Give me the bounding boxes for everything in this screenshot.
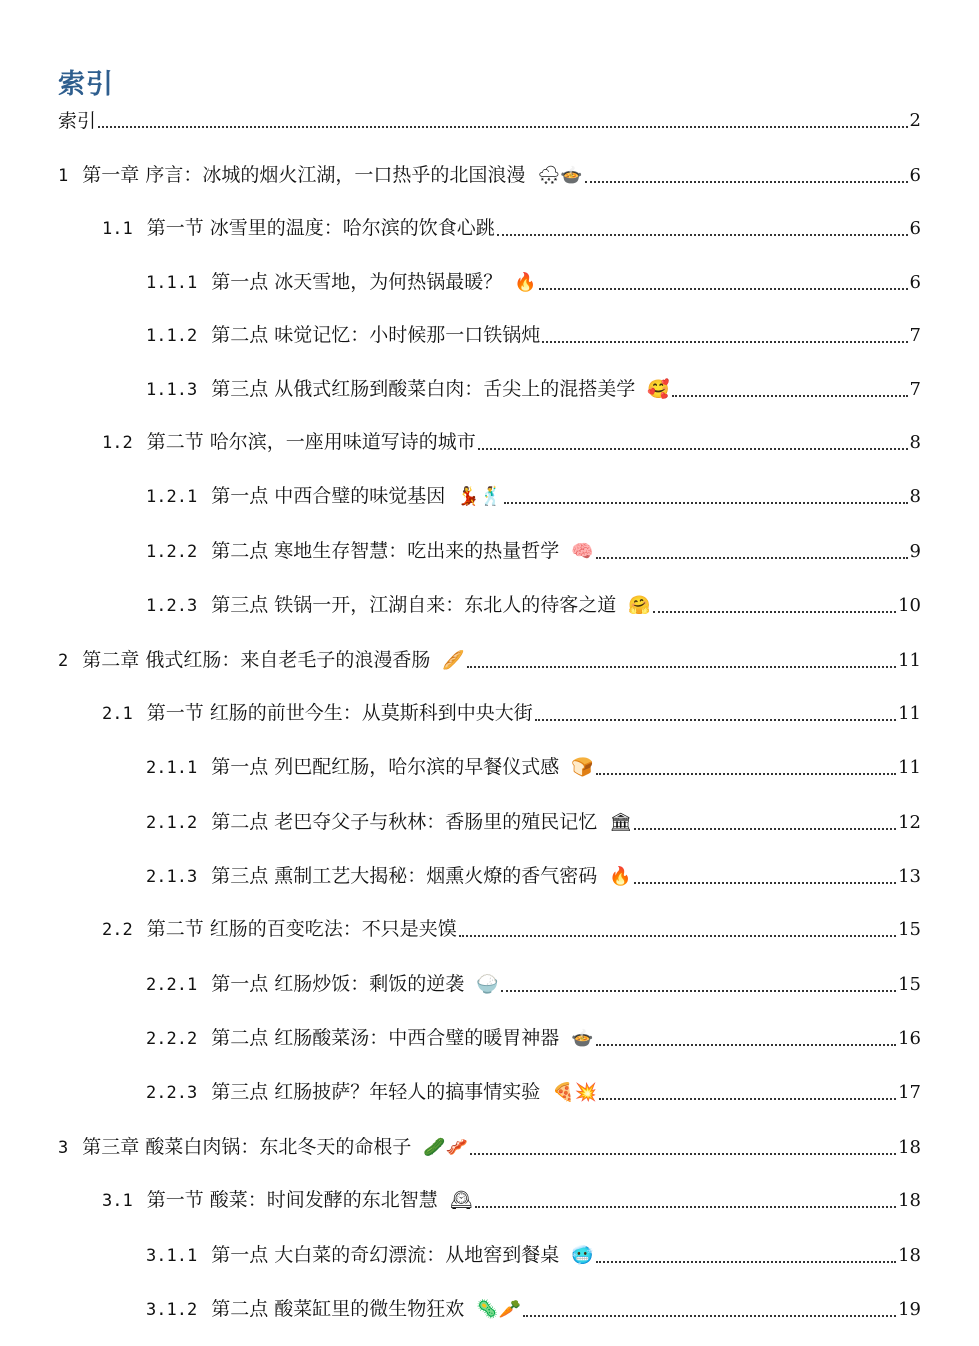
dancers-icon: 💃🕺 — [457, 486, 503, 507]
toc-entry[interactable] — [0, 915, 979, 945]
toc-entry-title: 第一节 红肠的前世今生：从莫斯科到中央大街 — [146, 702, 533, 724]
toc-entry[interactable] — [0, 1241, 979, 1271]
baguette-icon: 🥖 — [442, 650, 465, 671]
toc-entry-page: 17 — [898, 1082, 921, 1103]
dot-leader — [599, 1098, 896, 1100]
dot-leader — [523, 1315, 896, 1317]
toc-entry-title: 第三章 酸菜白肉锅：东北冬天的命根子 — [82, 1136, 412, 1158]
toc-entry-title: 第三点 从俄式红肠到酸菜白肉：舌尖上的混搭美学 — [211, 378, 636, 400]
toc-entry-page: 18 — [898, 1245, 921, 1266]
dot-leader — [596, 1261, 896, 1263]
toc-entry-title: 第二节 哈尔滨，一座用味道写诗的城市 — [146, 431, 476, 453]
mantelpiece-clock-icon: 🕰 — [449, 1190, 473, 1211]
dot-leader — [504, 502, 907, 504]
toc-entry-number: 1.2.1 — [146, 487, 198, 507]
classical-building-icon: 🏛 — [609, 812, 633, 833]
emoji-icon: 🌨🍲 — [537, 165, 583, 186]
dot-leader — [535, 719, 896, 721]
dot-leader — [542, 341, 907, 343]
dot-leader — [501, 990, 896, 992]
toc-entry-title: 第二节 红肠的百变吃法：不只是夹馍 — [146, 918, 457, 940]
toc-entry[interactable] — [0, 375, 979, 405]
toc-entry-page: 18 — [898, 1137, 921, 1158]
toc-entry-page: 2 — [909, 110, 921, 131]
toc-entry[interactable] — [0, 161, 979, 191]
dot-leader — [585, 181, 908, 183]
cucumber-bacon-icon: 🥒🥓 — [423, 1137, 469, 1158]
toc-entry-number: 1.1.3 — [146, 380, 198, 400]
toc-entry-page: 10 — [898, 595, 921, 616]
toc-entry-title: 第三点 熏制工艺大揭秘：烟熏火燎的香气密码 — [211, 865, 598, 887]
toc-entry-number: 2.1.2 — [146, 813, 198, 833]
toc-entry-page: 15 — [898, 919, 921, 940]
toc-entry-title: 第二点 味觉记忆：小时候那一口铁锅炖 — [211, 324, 541, 346]
toc-entry-number: 2.2.3 — [146, 1083, 198, 1103]
toc-entry-number: 1.1.2 — [146, 326, 198, 346]
bread-icon: 🍞 — [571, 757, 594, 778]
toc-entry-title: 第二点 酸菜缸里的微生物狂欢 — [211, 1298, 465, 1320]
toc-entry[interactable] — [0, 591, 979, 621]
toc-entry[interactable] — [0, 862, 979, 892]
toc-entry-page: 8 — [909, 432, 921, 453]
toc-entry[interactable] — [0, 646, 979, 676]
dot-leader — [539, 288, 908, 290]
toc-entry[interactable] — [0, 1078, 979, 1108]
toc-entry-page: 13 — [898, 866, 921, 887]
fire-icon: 🔥 — [609, 866, 632, 887]
dot-leader — [470, 1153, 896, 1155]
toc-entry-number: 2 — [58, 651, 69, 671]
toc-entry[interactable] — [0, 753, 979, 783]
toc-entry-title: 第一节 冰雪里的温度：哈尔滨的饮食心跳 — [146, 217, 495, 239]
toc-entry[interactable] — [0, 482, 979, 512]
toc-entry-title: 索引 — [58, 110, 97, 132]
toc-entry-title: 第三点 红肠披萨？年轻人的搞事情实验 — [211, 1081, 541, 1103]
toc-entry-title: 第一点 中西合璧的味觉基因 — [211, 485, 446, 507]
toc-entry-number: 1.2.2 — [146, 542, 198, 562]
toc-entry-number: 3 — [58, 1138, 69, 1158]
dot-leader — [478, 448, 908, 450]
toc-entry[interactable] — [0, 537, 979, 567]
toc-entry[interactable] — [0, 268, 979, 298]
dot-leader — [98, 126, 908, 128]
toc-entry-page: 15 — [898, 974, 921, 995]
dot-leader — [672, 395, 908, 397]
toc-entry-page: 11 — [898, 650, 921, 671]
toc-entry-title: 第一点 红肠炒饭：剩饭的逆袭 — [211, 973, 465, 995]
toc-entry-number: 1.2 — [102, 433, 133, 453]
toc-entry-number: 3.1.1 — [146, 1246, 198, 1266]
dot-leader — [596, 1044, 896, 1046]
toc-entry[interactable] — [0, 1295, 979, 1325]
toc-entry-page: 7 — [909, 325, 921, 346]
toc-entry-number: 1.1.1 — [146, 273, 198, 293]
toc-entry-title: 第一章 序言：冰城的烟火江湖，一口热乎的北国浪漫 — [82, 164, 526, 186]
toc-entry-number: 1.1 — [102, 219, 133, 239]
microbe-carrot-icon: 🦠🥕 — [476, 1299, 522, 1320]
toc-entry-title: 第一节 酸菜：时间发酵的东北智慧 — [146, 1189, 438, 1211]
toc-entry-page: 19 — [898, 1299, 921, 1320]
dot-leader — [634, 882, 896, 884]
toc-entry-number: 3.1.2 — [146, 1300, 198, 1320]
dot-leader — [467, 666, 896, 668]
toc-entry-number: 1.2.3 — [146, 596, 198, 616]
toc-entry[interactable] — [0, 1186, 979, 1216]
toc-entry-page: 7 — [909, 379, 921, 400]
toc-entry-number: 2.1 — [102, 704, 133, 724]
toc-entry-title: 第二点 寒地生存智慧：吃出来的热量哲学 — [211, 540, 560, 562]
toc-entry-page: 16 — [898, 1028, 921, 1049]
toc-entry-title: 第二点 红肠酸菜汤：中西合璧的暖胃神器 — [211, 1027, 560, 1049]
cold-face-icon: 🥶 — [571, 1245, 594, 1266]
page-title: 索引 — [58, 69, 114, 100]
toc-entry[interactable] — [0, 1133, 979, 1163]
toc-entry[interactable] — [0, 1024, 979, 1054]
hugging-face-icon: 🤗 — [628, 595, 651, 616]
rice-bowl-icon: 🍚 — [476, 974, 499, 995]
pot-of-food-icon: 🍲 — [571, 1028, 594, 1049]
toc-entry-title: 第二点 老巴夺父子与秋林：香肠里的殖民记忆 — [211, 811, 598, 833]
toc-entry-number: 2.2.2 — [146, 1029, 198, 1049]
brain-icon: 🧠 — [571, 541, 594, 562]
toc-entry[interactable] — [0, 699, 979, 729]
toc-entry-page: 12 — [898, 812, 921, 833]
toc-entry-page: 6 — [909, 218, 921, 239]
toc-entry[interactable] — [0, 428, 979, 458]
toc-entry-title: 第二章 俄式红肠：来自老毛子的浪漫香肠 — [82, 649, 431, 671]
toc-entry-number: 2.2.1 — [146, 975, 198, 995]
toc-entry-page: 11 — [898, 757, 921, 778]
toc-entry[interactable] — [0, 970, 979, 1000]
toc-entry[interactable] — [0, 321, 979, 351]
toc-entry-page: 11 — [898, 703, 921, 724]
dot-leader — [596, 773, 896, 775]
toc-entry-number: 1 — [58, 166, 69, 186]
toc-entry-number: 2.1.3 — [146, 867, 198, 887]
toc-entry-number: 2.2 — [102, 920, 133, 940]
smiling-face-icon: 🥰 — [647, 379, 670, 400]
toc-entry-page: 6 — [909, 165, 921, 186]
toc-entry[interactable] — [0, 106, 979, 136]
pizza-collision-icon: 🍕💥 — [552, 1082, 598, 1103]
dot-leader — [497, 234, 908, 236]
dot-leader — [475, 1206, 896, 1208]
toc-entry[interactable] — [0, 808, 979, 838]
toc-entry-page: 8 — [909, 486, 921, 507]
dot-leader — [596, 557, 908, 559]
dot-leader — [634, 828, 896, 830]
toc-entry-title: 第一点 冰天雪地，为何热锅最暖？ — [211, 271, 503, 293]
toc-entry-page: 9 — [909, 541, 921, 562]
dot-leader — [653, 611, 896, 613]
fire-icon: 🔥 — [514, 272, 537, 293]
dot-leader — [459, 935, 896, 937]
toc-entry-page: 6 — [909, 272, 921, 293]
toc-entry-number: 3.1 — [102, 1191, 133, 1211]
toc-entry[interactable] — [0, 214, 979, 244]
toc-entry-title: 第一点 列巴配红肠，哈尔滨的早餐仪式感 — [211, 756, 560, 778]
toc-entry-number: 2.1.1 — [146, 758, 198, 778]
toc-entry-title: 第三点 铁锅一开，江湖自来：东北人的待客之道 — [211, 594, 617, 616]
toc-entry-title: 第一点 大白菜的奇幻漂流：从地窖到餐桌 — [211, 1244, 560, 1266]
toc-entry-page: 18 — [898, 1190, 921, 1211]
